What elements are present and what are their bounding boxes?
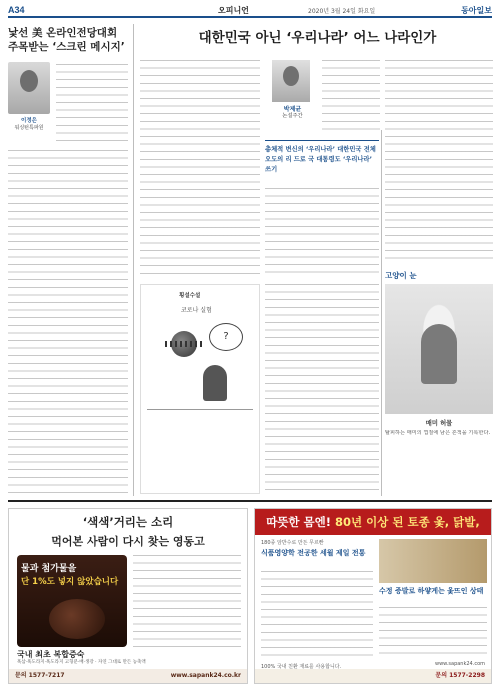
ad-right-banner (255, 509, 491, 535)
ad-right-banner-b: 80년 이상 된 토종 옻, 닭발, (335, 515, 480, 529)
pull-quote: 총체적 변신의 ‘우리나라’ 대한민국 전체 오도의 리 드로 국 대통령도 ‘우리나라’ 쓰기 (265, 140, 379, 175)
ad-divider (8, 500, 492, 502)
page-number: A34 (8, 5, 25, 15)
ad-right-phone: 문의 1577-2298 (255, 669, 491, 683)
ad-left-badge-b: 단 1%도 넣지 않았습니다 (21, 577, 119, 587)
main-article-body-col3 (385, 60, 493, 260)
ad-left-footer (9, 669, 247, 683)
main-article-body-col2b (265, 188, 379, 278)
photo-caption-title: 매미 허물 (425, 420, 453, 427)
author-photo (272, 60, 310, 102)
spoon-image (49, 599, 105, 639)
ad-left-headline-a: ‘색색’거리는 소리 (82, 515, 174, 529)
main-article-body-col2 (322, 60, 380, 135)
editorial-cartoon (140, 284, 260, 494)
main-article-body-col1 (140, 60, 260, 275)
section-name: 오피니언 (218, 5, 249, 15)
ad-right-body-b (379, 607, 487, 657)
columnist-role: 워싱턴특파원 (14, 125, 44, 131)
column-divider (133, 24, 134, 496)
advertisement-left[interactable] (8, 508, 248, 684)
ad-left-badge-a: 물과 첨가물을 (21, 564, 77, 574)
ad-right-heading-b: 수정 증발로 하얗게는 옻뜨인 상태 (379, 587, 484, 595)
ad-left-body (133, 555, 241, 647)
left-column-body-top (56, 64, 128, 146)
ad-left-phone: 문의 1577-7217 (15, 672, 65, 679)
left-column-title: 낯선 美 온라인전당대회 주목받는 ‘스크린 메시지’ (8, 27, 125, 53)
photo-column-image (385, 284, 493, 414)
left-column-body (8, 150, 128, 495)
ad-right-subline: 100% 국내 친환 재료를 사용합니다. (261, 664, 342, 670)
cartoon-ground-line (147, 409, 253, 410)
photo-column-title-b: 눈 (409, 271, 417, 280)
columnist-photo (8, 62, 50, 114)
author-role: 논설주간 (282, 113, 303, 119)
newspaper-brand: 동아일보 (461, 5, 492, 15)
cartoon-title: 코로나 실험 (181, 307, 212, 314)
left-column-byline (8, 118, 50, 132)
issue-date: 2020년 3월 24일 화요일 (308, 7, 376, 15)
author-name: 박제균 (283, 106, 302, 113)
page-header (8, 4, 492, 18)
speech-bubble: ? (209, 323, 243, 351)
advertisement-right[interactable] (254, 508, 492, 684)
ad-left-headline-b: 먹어본 사람이 다시 찾는 영동고 (51, 535, 205, 548)
ad-left-url: www.sapank24.co.kr (170, 672, 241, 679)
ad-right-body-a (261, 571, 373, 661)
cartoon-tag: 횡설수설 (179, 293, 201, 299)
ad-left-maker: 국내 최초 복합증숙 (17, 650, 85, 659)
virus-illustration (171, 331, 197, 357)
main-article-title: 대한민국 아닌 ‘우리나라’ 어느 나라인가 (198, 30, 437, 46)
author-byline (265, 106, 320, 120)
photo-column-title-a: 고양이 (385, 271, 407, 280)
ad-right-banner-c: 180종 암반수로 만든 무르빤 (261, 540, 324, 546)
ad-right-url[interactable]: www.sapank24.com (435, 661, 485, 667)
ad-right-banner-a: 따뜻한 몸엔! (266, 515, 332, 529)
person-illustration (203, 365, 227, 401)
opinion-body-lower (265, 284, 379, 494)
ad-left-maker-sub: 흑삼·흑도라지·흑도라지 고형분·배·생강 · 자연 그대로 만든 농축액 (17, 660, 146, 665)
column-divider (381, 130, 382, 496)
photo-column-title (385, 270, 493, 281)
ad-right-photo (379, 539, 487, 583)
columnist-name: 이정은 (21, 118, 37, 124)
photo-caption: 탈피하는 매미의 껍질에 남은 흔적을 기록한다. (385, 430, 491, 436)
ad-right-heading-a: 식품영양학 전공한 세월 제일 전통 (261, 549, 366, 557)
